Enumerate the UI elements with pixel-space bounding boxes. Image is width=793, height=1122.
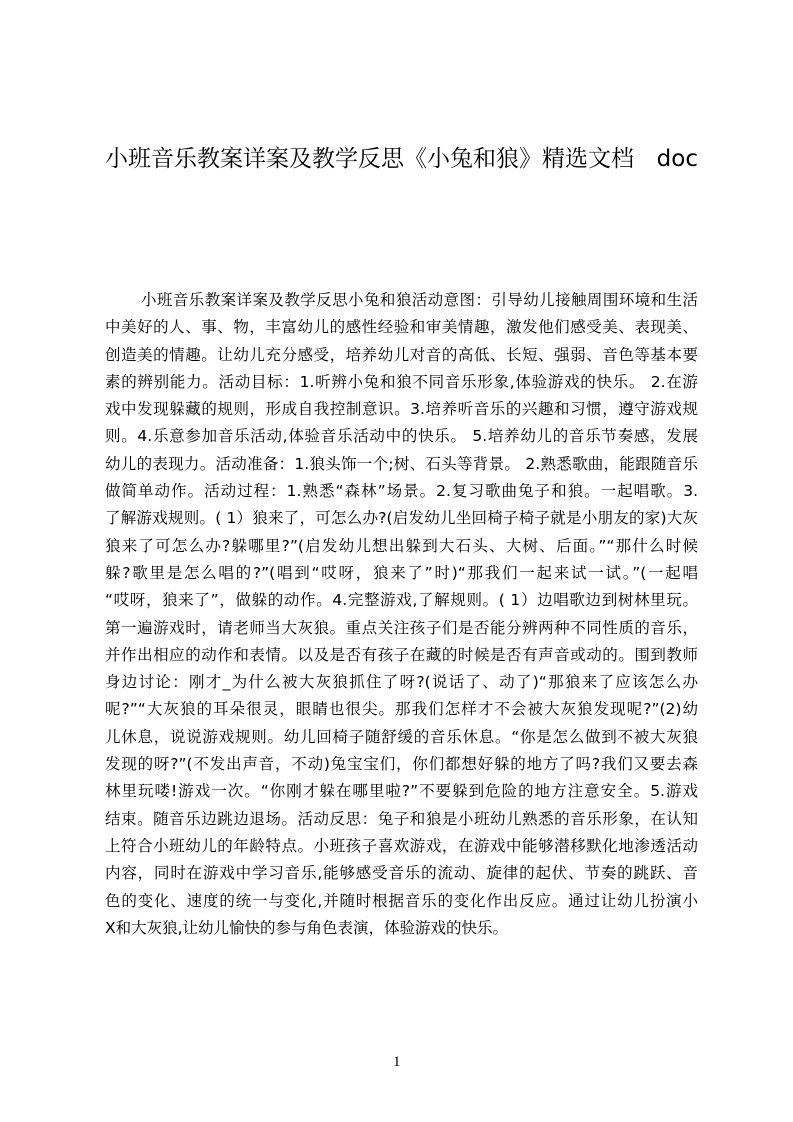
body-line: 了解游戏规则。( 1）狼来了，可怎么办?(启发幼儿坐回椅子椅子就是小朋友的家)大灰 [105, 509, 698, 528]
document-body [105, 287, 698, 942]
body-line: 第一遍游戏时，请老师当大灰狼。重点关注孩子们是否能分辨两种不同性质的音乐， [105, 618, 698, 637]
body-line: 结束。随音乐边跳边退场。活动反思：兔子和狼是小班幼儿熟悉的音乐形象，在认知 [105, 809, 698, 828]
title-text: 小班音乐教案详案及教学反思《小兔和狼》精选文档 [105, 146, 634, 172]
body-line: 上符合小班幼儿的年龄特点。小班孩子喜欢游戏，在游戏中能够潜移默化地渗透活动 [105, 836, 698, 855]
body-line: 内容，同时在游戏中学习音乐,能够感受音乐的流动、旋律的起伏、节奏的跳跃、音 [105, 864, 698, 883]
body-line: 发现的呀?”(不发出声音，不动)兔宝宝们，你们都想好躲的地方了吗?我们又要去森 [105, 755, 698, 774]
body-line: 呢?”“大灰狼的耳朵很灵，眼睛也很尖。那我们怎样才不会被大灰狼发现呢?”(2)幼 [105, 700, 698, 719]
document-title [105, 142, 698, 176]
body-line: “哎呀，狼来了”，做躲的动作。4.完整游戏,了解规则。( 1）边唱歌边到树林里玩。 [105, 591, 698, 610]
body-line: 狼来了可怎么办?躲哪里?”(启发幼儿想出躲到大石头、大树、后面。”“那什么时候 [105, 536, 698, 555]
body-line: 躲?歌里是怎么唱的?”(唱到“哎呀，狼来了”时)“那我们一起来试一试。”(一起唱 [105, 563, 698, 582]
page-number: 1 [393, 1054, 401, 1070]
body-line: 幼儿的表现力。活动准备：1.狼头饰一个;树、石头等背景。 2.熟悉歌曲，能跟随音乐 [105, 454, 698, 473]
body-line: 则。4.乐意参加音乐活动,体验音乐活动中的快乐。 5.培养幼儿的音乐节奏感，发展 [105, 427, 698, 446]
body-line: 创造美的情趣。让幼儿充分感受，培养幼儿对音的高低、长短、强弱、音色等基本要 [105, 345, 698, 364]
body-line: 素的辨别能力。活动目标：1.听辨小兔和狼不同音乐形象,体验游戏的快乐。 2.在游 [105, 372, 698, 391]
body-line: 儿休息，说说游戏规则。幼儿回椅子随舒缓的音乐休息。“你是怎么做到不被大灰狼 [105, 727, 698, 746]
body-line: 身边讨论：刚才_为什么被大灰狼抓住了呀?(说话了、动了)“那狼来了应该怎么办 [105, 673, 698, 692]
body-line: 林里玩喽!游戏一次。“你刚才躲在哪里啦?”不要躲到危险的地方注意安全。5.游戏 [105, 782, 698, 801]
body-line: 并作出相应的动作和表情。以及是否有孩子在藏的时候是否有声音或动的。围到教师 [105, 645, 698, 664]
body-line: X和大灰狼,让幼儿愉快的参与角色表演，体验游戏的快乐。 [105, 918, 509, 937]
body-line: 色的变化、速度的统一与变化,并随时根据音乐的变化作出反应。通过让幼儿扮演小 [105, 891, 698, 910]
title-suffix: doc [656, 146, 698, 172]
body-line: 戏中发现躲藏的规则，形成自我控制意识。3.培养听音乐的兴趣和习惯，遵守游戏规 [105, 400, 698, 419]
body-line: 中美好的人、事、物，丰富幼儿的感性经验和审美情趣，激发他们感受美、表现美、 [105, 318, 698, 337]
body-line: 小班音乐教案详案及教学反思小兔和狼活动意图：引导幼儿接触周围环境和生活 [141, 291, 698, 309]
body-line: 做简单动作。活动过程：1.熟悉“森林”场景。2.复习歌曲兔子和狼。一起唱歌。3. [105, 482, 698, 501]
